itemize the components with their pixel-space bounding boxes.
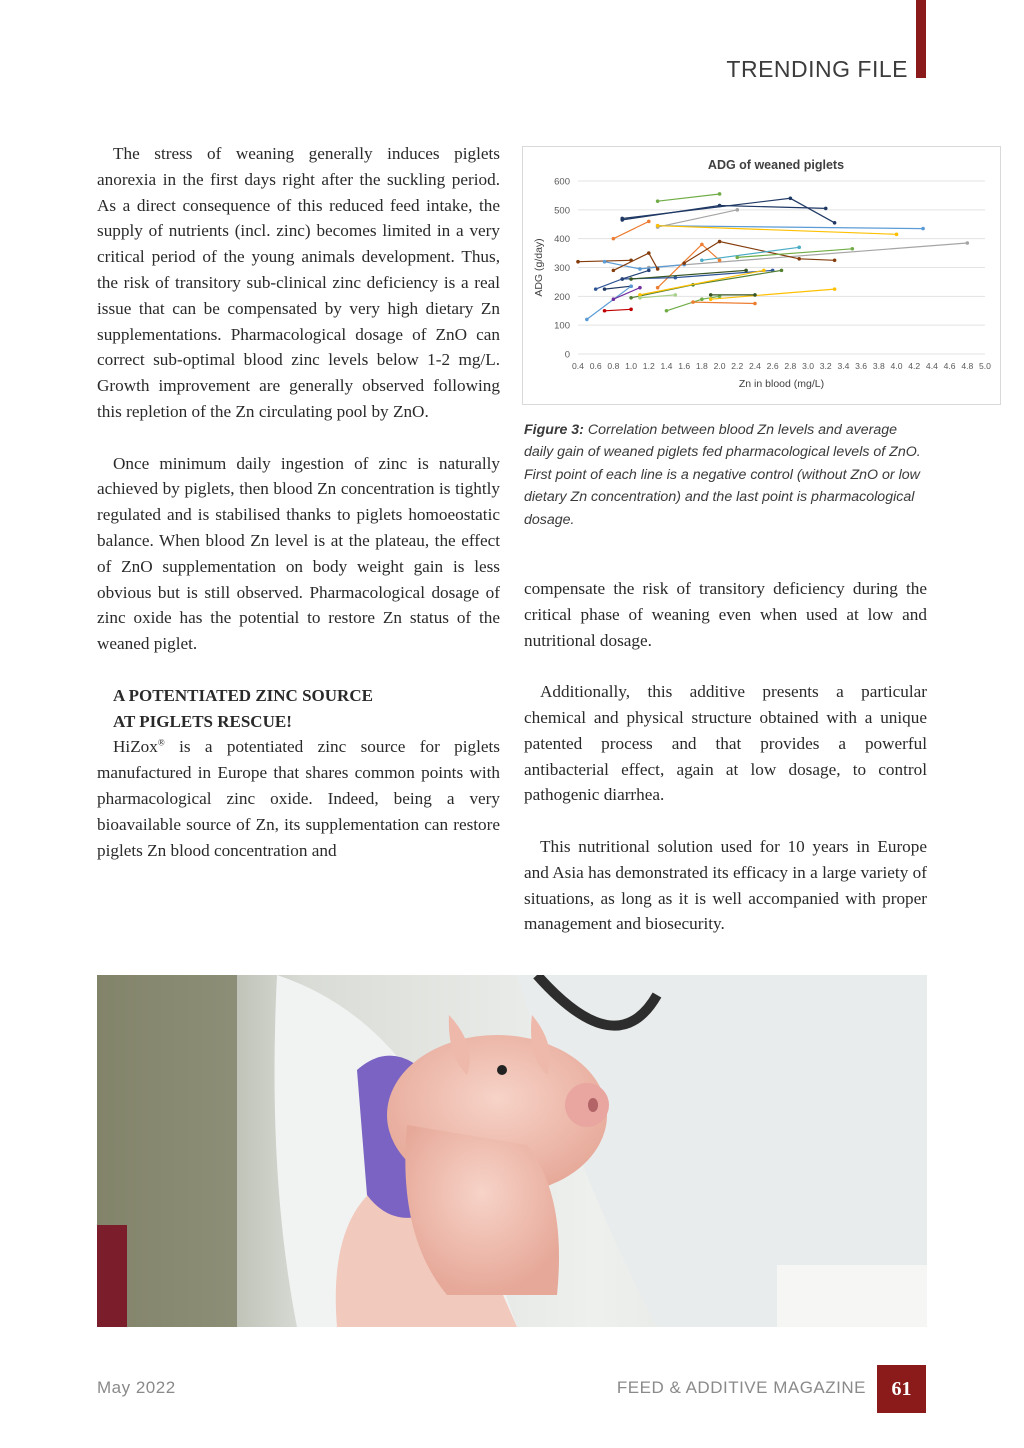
x-tick-label: 4.0	[890, 361, 903, 371]
y-tick-label: 200	[554, 291, 570, 303]
data-point	[638, 267, 642, 271]
left-column	[97, 141, 500, 863]
data-point	[647, 220, 651, 224]
data-point	[603, 287, 607, 291]
data-point	[762, 269, 766, 273]
body-paragraph	[97, 734, 500, 863]
x-tick-label: 2.2	[731, 361, 744, 371]
section-heading	[113, 683, 500, 735]
section-heading-line: AT PIGLETS RESCUE!	[113, 711, 292, 731]
caption-text: Correlation between blood Zn levels and average daily gain of weaned piglets fed pharmacological levels of ZnO. First point of each line is a negative control (without ZnO or low dietary Zn concentration) and the last point is pharmacological dosage.	[524, 422, 921, 528]
data-point	[833, 221, 837, 225]
x-tick-label: 4.6	[943, 361, 956, 371]
body-paragraph: Once minimum daily ingestion of zinc is naturally achieved by piglets, then blood Zn concentration is tightly regulated and is stabilised thanks to piglets homoeostatic balance. When blood Zn level is at the plateau, the effect of ZnO supplementation on body weight gain is less obvious but is still observed. Pharmacological dosage of zinc oxide has the potential to restore Zn status of the weaned piglet.	[97, 453, 500, 654]
section-heading-line: A POTENTIATED ZINC SOURCE	[113, 685, 373, 705]
data-point	[576, 260, 580, 264]
data-point	[850, 247, 854, 251]
data-point	[647, 269, 651, 273]
y-axis-label: ADG (g/day)	[533, 238, 545, 297]
y-tick-label: 100	[554, 320, 570, 332]
series-line	[587, 286, 631, 319]
data-point	[921, 227, 925, 231]
series-line	[711, 289, 835, 299]
data-point	[718, 240, 722, 244]
x-tick-label: 3.2	[819, 361, 832, 371]
x-tick-label: 0.8	[607, 361, 620, 371]
data-point	[753, 293, 757, 297]
x-tick-label: 4.8	[961, 361, 974, 371]
body-paragraph: compensate the risk of transitory deficiency during the critical phase of weaning even when used at low and nutritional dosage.	[524, 579, 927, 650]
data-point	[700, 258, 704, 262]
data-point	[709, 293, 713, 297]
data-point	[735, 208, 739, 212]
y-tick-label: 300	[554, 263, 570, 274]
body-paragraph: This nutritional solution used for 10 years in Europe and Asia has demonstrated its efficacy in a large variety of situations, as long as it is well accompanied with proper management and biosecurity.	[524, 836, 927, 934]
data-point	[612, 297, 616, 301]
data-point	[824, 207, 828, 211]
right-column	[524, 576, 927, 937]
data-point	[744, 269, 748, 273]
data-point	[638, 296, 642, 300]
data-point	[797, 246, 801, 250]
x-axis-label: Zn in blood (mg/L)	[738, 378, 825, 390]
data-point	[833, 258, 837, 262]
x-tick-label: 3.0	[802, 361, 815, 371]
issue-date: May 2022	[97, 1378, 176, 1397]
data-point	[612, 269, 616, 273]
y-tick-label: 400	[554, 234, 570, 246]
data-point	[656, 199, 660, 203]
body-paragraph: Additionally, this additive presents a particular chemical and physical structure obtained with a unique patented process and that provides a powerful antibacterial effect, again at low dosage, to control pathogenic diarrhea.	[524, 682, 927, 805]
chart-canvas	[523, 147, 1000, 404]
x-tick-label: 3.6	[855, 361, 868, 371]
data-point	[780, 269, 784, 273]
x-tick-label: 0.6	[589, 361, 602, 371]
data-point	[629, 277, 633, 281]
series-line	[613, 221, 648, 238]
data-point	[594, 287, 598, 291]
figure-caption	[524, 419, 924, 531]
x-tick-label: 0.4	[572, 361, 584, 371]
data-point	[682, 261, 686, 265]
magazine-name: FEED & ADDITIVE MAGAZINE	[616, 1378, 866, 1397]
header-accent-bar	[916, 0, 926, 78]
data-point	[638, 286, 642, 290]
data-point	[895, 233, 899, 237]
series-line	[658, 194, 720, 201]
chart-title: ADG of weaned piglets	[707, 158, 845, 172]
x-tick-label: 1.2	[642, 361, 655, 371]
piglet-photo	[97, 975, 927, 1327]
x-tick-label: 1.8	[695, 361, 708, 371]
adg-chart	[522, 146, 1001, 405]
x-tick-label: 3.8	[872, 361, 885, 371]
data-point	[753, 302, 757, 306]
data-point	[665, 309, 669, 313]
data-point	[789, 197, 793, 201]
data-point	[718, 192, 722, 196]
page-number: 61	[877, 1365, 926, 1413]
data-point	[735, 256, 739, 260]
data-point	[656, 286, 660, 290]
x-tick-label: 2.6	[766, 361, 779, 371]
series-line	[622, 198, 834, 223]
data-point	[797, 257, 801, 261]
caption-label: Figure 3:	[524, 422, 584, 438]
data-point	[966, 241, 970, 245]
data-point	[620, 217, 624, 221]
x-tick-label: 3.4	[837, 361, 850, 371]
data-point	[656, 267, 660, 271]
data-point	[612, 237, 616, 241]
body-paragraph: The stress of weaning generally induces piglets anorexia in the first days right after the suckling period. As a direct consequence of this reduced feed intake, the supply of nutrients (incl. zinc) becomes limited in a very critical period of the young animals development. Thus, the risk of transitory sub-clinical zinc deficiency is a real issue that can be compensated by very high dietary Zn supplementations. Pharmacological dosage of ZnO can correct sub-optimal blood zinc levels below 1-2 mg/L. Growth improvement are generally observed following this repletion of the Zn circulating pool by ZnO.	[97, 144, 500, 421]
body-text: is a potentiated zinc source for piglets manufactured in Europe that shares common points with pharmacological zinc oxide. Indeed, being a very bioavailable source of Zn, its supplementation can restore piglets Zn blood concentration and	[97, 737, 500, 860]
data-point	[833, 287, 837, 291]
data-point	[700, 243, 704, 247]
y-tick-label: 500	[554, 205, 570, 217]
data-point	[585, 318, 589, 322]
brand-name: HiZox	[113, 737, 158, 757]
data-point	[603, 309, 607, 313]
x-tick-label: 5.0	[979, 361, 991, 371]
series-line	[693, 302, 755, 303]
data-point	[620, 277, 624, 281]
data-point	[629, 308, 633, 312]
x-tick-label: 4.2	[908, 361, 921, 371]
registered-mark: ®	[157, 737, 165, 748]
piglet-photo-illustration	[97, 975, 927, 1327]
x-tick-label: 2.0	[713, 361, 726, 371]
x-tick-label: 4.4	[925, 361, 938, 371]
x-tick-label: 1.0	[625, 361, 638, 371]
data-point	[709, 297, 713, 301]
series-line	[605, 309, 632, 311]
data-point	[629, 296, 633, 300]
data-point	[674, 293, 678, 297]
series-line	[631, 270, 781, 297]
x-tick-label: 2.8	[784, 361, 797, 371]
section-title: TRENDING FILE	[726, 56, 908, 82]
y-tick-label: 600	[554, 176, 570, 188]
data-point	[647, 251, 651, 255]
data-point	[629, 284, 633, 288]
data-point	[691, 300, 695, 304]
data-point	[718, 258, 722, 262]
x-tick-label: 1.4	[660, 361, 673, 371]
x-tick-label: 2.4	[748, 361, 761, 371]
data-point	[656, 224, 660, 228]
data-point	[603, 260, 607, 264]
data-point	[700, 297, 704, 301]
y-tick-label: 0	[564, 349, 570, 361]
x-tick-label: 1.6	[678, 361, 691, 371]
